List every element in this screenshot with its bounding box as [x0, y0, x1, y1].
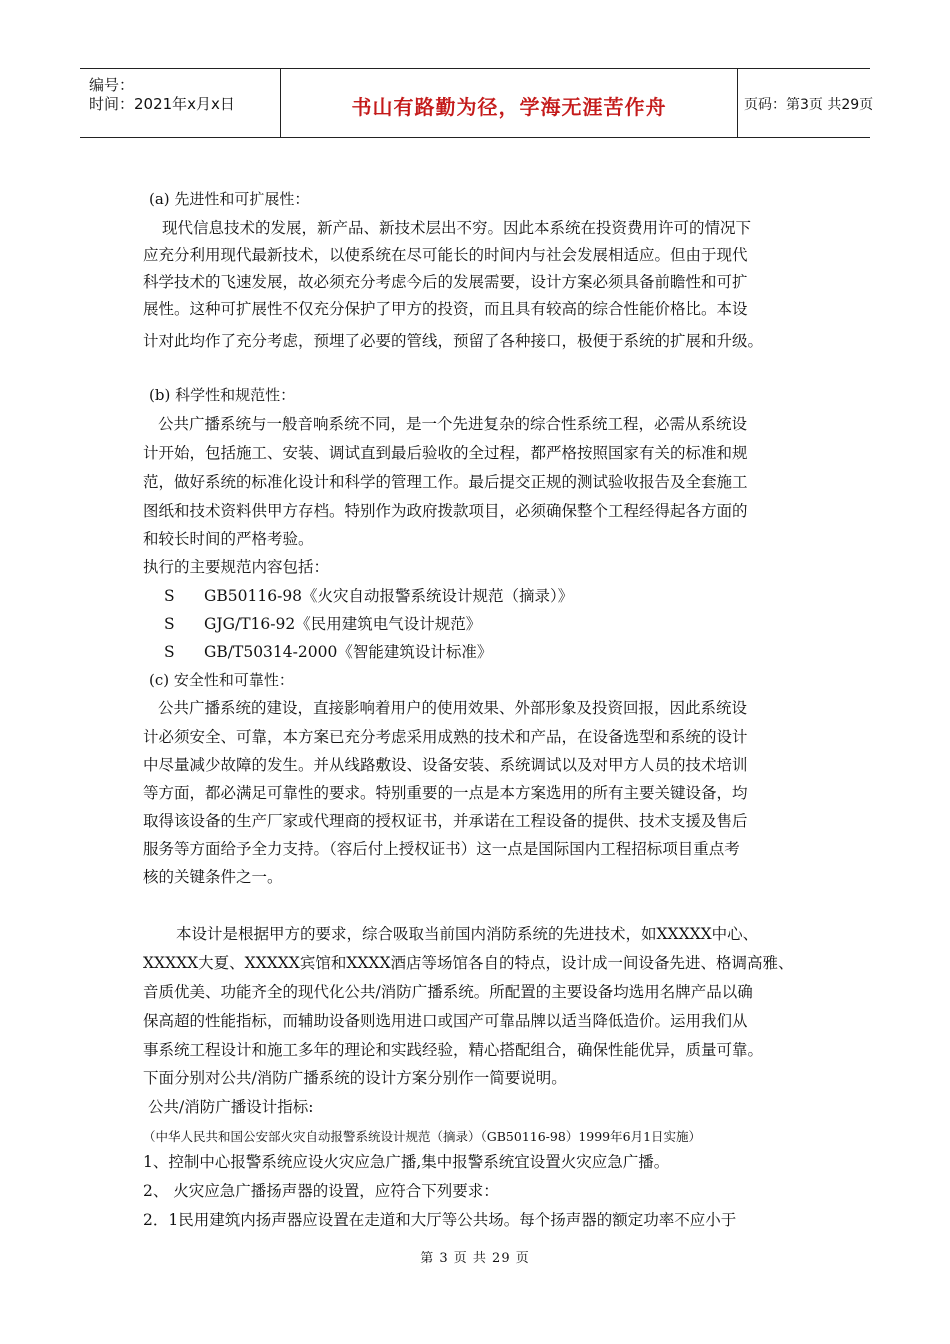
motto: 书山有路勤为径，学海无涯苦作舟: [351, 95, 667, 119]
header-motto-cell: [280, 69, 738, 137]
section-a-line: 科学技术的飞速发展，故必须充分考虑今后的发展需要，设计方案必须具备前瞻性和可扩: [143, 273, 748, 291]
design-line: 本设计是根据甲方的要求，综合吸取当前国内消防系统的先进技术，如XXXXX中心、: [176, 925, 759, 943]
design-line: 下面分别对公共/消防广播系统的设计方案分别作一简要说明。: [143, 1069, 567, 1087]
norm-bullet: S: [164, 643, 175, 661]
section-c-line: 中尽量减少故障的发生。并从线路敷设、设备安装、系统调试以及对甲方人员的技术培训: [143, 756, 748, 774]
norm-item: GB/T50314-2000《智能建筑设计标准》: [204, 643, 493, 661]
time-label: 时间：2021年x月x日: [89, 95, 235, 113]
section-a-line: 现代信息技术的发展，新产品、新技术层出不穷。因此本系统在投资费用许可的情况下: [162, 219, 752, 237]
design-line: 保高超的性能指标，而辅助设备则选用进口或国产可靠品牌以适当降低造价。运用我们从: [143, 1012, 748, 1030]
section-b-line: 图纸和技术资料供甲方存档。特别作为政府拨款项目，必须确保整个工程经得起各方面的: [143, 502, 748, 520]
section-c-line: 计必须安全、可靠，本方案已充分考虑采用成熟的技术和产品，在设备选型和系统的设计: [143, 728, 748, 746]
section-b-line: 范，做好系统的标准化设计和科学的管理工作。最后提交正规的测试验收报告及全套施工: [143, 473, 748, 491]
section-b-heading: (b) 科学性和规范性：: [149, 386, 296, 404]
header-page-info: 页码：第3页 共29页: [744, 97, 874, 113]
design-index-title: 公共/消防广播设计指标:: [148, 1098, 314, 1116]
section-b-line: 公共广播系统与一般音响系统不同，是一个先进复杂的综合性系统工程，必需从系统设: [158, 415, 748, 433]
section-a-line: 应充分利用现代最新技术，以使系统在尽可能长的时间内与社会发展相适应。但由于现代: [143, 246, 748, 264]
design-source-note: （中华人民共和国公安部火灾自动报警系统设计规范（摘录）（GB50116-98）1999年6月1日实施）: [143, 1129, 702, 1144]
norm-bullet: S: [164, 587, 175, 605]
design-line: 事系统工程设计和施工多年的理论和实践经验，精心搭配组合，确保性能优异，质量可靠。: [143, 1041, 764, 1059]
page-footer: 第 3 页 共 29 页: [420, 1251, 530, 1266]
norm-bullet: S: [164, 615, 175, 633]
design-line: XXXXX大夏、XXXXX宾馆和XXXX酒店等场馆各自的特点，设计成一间设备先进、格调高雅、: [143, 954, 794, 972]
section-c-heading: (c) 安全性和可靠性：: [149, 671, 294, 689]
section-c-line: 取得该设备的生产厂家或代理商的授权证书，并承诺在工程设备的提供、技术支援及售后: [143, 812, 748, 830]
header-page-cell: [736, 69, 874, 137]
design-item: 2、 火灾应急广播扬声器的设置，应符合下列要求：: [143, 1182, 499, 1200]
norm-item: GB50116-98《火灾自动报警系统设计规范（摘录）》: [204, 587, 574, 605]
design-item: 2．1民用建筑内扬声器应设置在走道和大厅等公共场。每个扬声器的额定功率不应小于: [143, 1211, 737, 1229]
design-item: 1、控制中心报警系统应设火灾应急广播,集中报警系统宜设置火灾应急广播。: [143, 1153, 670, 1171]
norms-intro: 执行的主要规范内容包括：: [143, 558, 330, 576]
number-label: 编号：: [89, 76, 135, 94]
design-line: 音质优美、功能齐全的现代化公共/消防广播系统。所配置的主要设备均选用名牌产品以确: [143, 983, 753, 1001]
section-c-line: 核的关键条件之一。: [143, 868, 283, 886]
norm-item: GJG/T16-92《民用建筑电气设计规范》: [204, 615, 482, 633]
section-a-line: 展性。这种可扩展性不仅充分保护了甲方的投资，而且具有较高的综合性能价格比。本设: [143, 300, 748, 318]
section-a-line: 计对此均作了充分考虑，预埋了必要的管线，预留了各种接口，极便于系统的扩展和升级。: [143, 332, 764, 350]
section-b-line: 和较长时间的严格考验。: [143, 530, 314, 548]
section-c-line: 等方面，都必满足可靠性的要求。特别重要的一点是本方案选用的所有主要关键设备，均: [143, 784, 748, 802]
section-c-line: 公共广播系统的建设，直接影响着用户的使用效果、外部形象及投资回报，因此系统设: [158, 699, 748, 717]
header-meta-cell: [80, 69, 280, 137]
section-b-line: 计开始，包括施工、安装、调试直到最后验收的全过程，都严格按照国家有关的标准和规: [143, 444, 748, 462]
section-c-line: 服务等方面给予全力支持。（容后付上授权证书）这一点是国际国内工程招标项目重点考: [143, 840, 740, 858]
page-header: [80, 68, 874, 138]
section-a-heading: (a) 先进性和可扩展性：: [149, 190, 310, 208]
